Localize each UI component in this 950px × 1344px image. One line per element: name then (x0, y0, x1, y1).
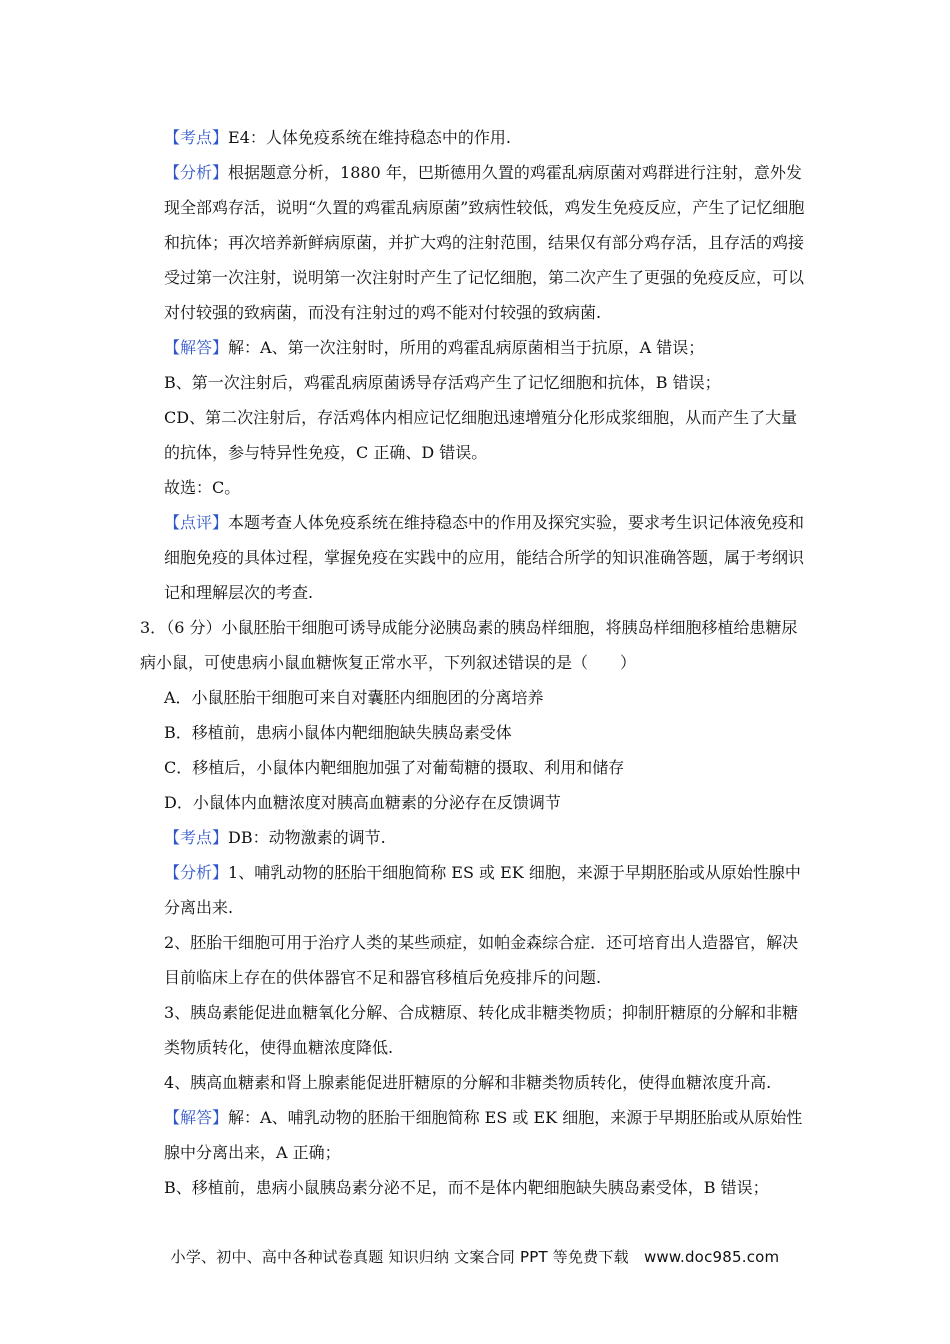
jieda-paragraph-2 (164, 1100, 812, 1170)
answer-line-b-2 (164, 1170, 812, 1205)
paragraph-text: CD、第二次注射后，存活鸡体内相应记忆细胞迅速增殖分化形成浆细胞，从而产生了大量的抗体，参与特异性免疫，C 正确、D 错误。 (164, 408, 798, 462)
paragraph-text: 根据题意分析，1880 年，巴斯德用久置的鸡霍乱病原菌对鸡群进行注射，意外发现全部鸡存活，说明“久置的鸡霍乱病原菌”致病性较低，鸡发生免疫反应，产生了记忆细胞和抗体；再次培养新鲜病原菌，并扩大鸡的注射范围，结果仅有部分鸡存活，且存活的鸡接受过第一次注射，说明第一次注射时产生了记忆细胞，第二次产生了更强的免疫反应，可以对付较强的致病菌，而没有注射过的鸡不能对付较强的致病菌. (164, 163, 805, 322)
document-content (140, 120, 812, 1205)
analysis-point-4 (164, 1065, 812, 1100)
section-tag: 【考点】 (164, 128, 229, 147)
page-footer: 小学、初中、高中各种试卷真题 知识归纳 文案合同 PPT 等免费下载 www.doc985.com (170, 1248, 780, 1266)
section-tag: 【解答】 (164, 338, 229, 357)
analysis-point-2 (164, 925, 812, 995)
analysis-point-3 (164, 995, 812, 1065)
paragraph-text: B、移植前，患病小鼠胰岛素分泌不足，而不是体内靶细胞缺失胰岛素受体，B 错误； (164, 1178, 769, 1197)
question-number: 3． (140, 618, 167, 637)
paragraph-text: E4：人体免疫系统在维持稳态中的作用. (228, 128, 511, 147)
option-a: A．小鼠胚胎干细胞可来自对囊胚内细胞团的分离培养 (164, 688, 544, 707)
paragraph-text: 1、哺乳动物的胚胎干细胞简称 ES 或 EK 细胞，来源于早期胚胎或从原始性腺中分离出来. (164, 863, 801, 917)
dianping-paragraph (164, 505, 812, 610)
answer-line-cd (164, 400, 812, 470)
paragraph-text: 解：A、第一次注射时，所用的鸡霍乱病原菌相当于抗原，A 错误； (228, 338, 705, 357)
section-tag: 【考点】 (164, 828, 229, 847)
section-tag: 【解答】 (164, 1108, 229, 1127)
paragraph-text: DB：动物激素的调节. (228, 828, 386, 847)
kaodian-paragraph-2 (164, 820, 812, 855)
section-tag: 【分析】 (164, 163, 229, 182)
fenxi-paragraph-2 (164, 855, 812, 925)
paragraph-text: 本题考查人体免疫系统在维持稳态中的作用及探究实验，要求考生识记体液免疫和细胞免疫的具体过程，掌握免疫在实践中的应用，能结合所学的知识准确答题，属于考纲识记和理解层次的考查. (164, 513, 805, 602)
answer-choice (164, 470, 812, 505)
answer-line-b (164, 365, 812, 400)
option-b: B．移植前，患病小鼠体内靶细胞缺失胰岛素受体 (164, 723, 512, 742)
question-text: （6 分）小鼠胚胎干细胞可诱导成能分泌胰岛素的胰岛样细胞，将胰岛样细胞移植给患糖尿病小鼠，可使患病小鼠血糖恢复正常水平，下列叙述错误的是（ ） (140, 618, 798, 672)
paragraph-text: B、第一次注射后，鸡霍乱病原菌诱导存活鸡产生了记忆细胞和抗体，B 错误； (164, 373, 721, 392)
paragraph-text: 4、胰高血糖素和肾上腺素能促进肝糖原的分解和非糖类物质转化，使得血糖浓度升高. (164, 1073, 772, 1092)
kaodian-paragraph (164, 120, 812, 155)
paragraph-text: 解：A、哺乳动物的胚胎干细胞简称 ES 或 EK 细胞，来源于早期胚胎或从原始性腺中分离出来，A 正确； (164, 1108, 803, 1162)
option-c: C．移植后，小鼠体内靶细胞加强了对葡萄糖的摄取、利用和储存 (164, 758, 625, 777)
paragraph-text: 故选：C。 (164, 478, 241, 497)
option-d: D．小鼠体内血糖浓度对胰高血糖素的分泌存在反馈调节 (164, 793, 561, 812)
question-stem (140, 610, 812, 680)
jieda-paragraph (164, 330, 812, 365)
paragraph-text: 2、胚胎干细胞可用于治疗人类的某些顽症，如帕金森综合症．还可培育出人造器官，解决目前临床上存在的供体器官不足和器官移植后免疫排斥的问题. (164, 933, 799, 987)
fenxi-paragraph (164, 155, 812, 330)
section-tag: 【点评】 (164, 513, 229, 532)
section-tag: 【分析】 (164, 863, 229, 882)
paragraph-text: 3、胰岛素能促进血糖氧化分解、合成糖原、转化成非糖类物质；抑制肝糖原的分解和非糖类物质转化，使得血糖浓度降低. (164, 1003, 799, 1057)
